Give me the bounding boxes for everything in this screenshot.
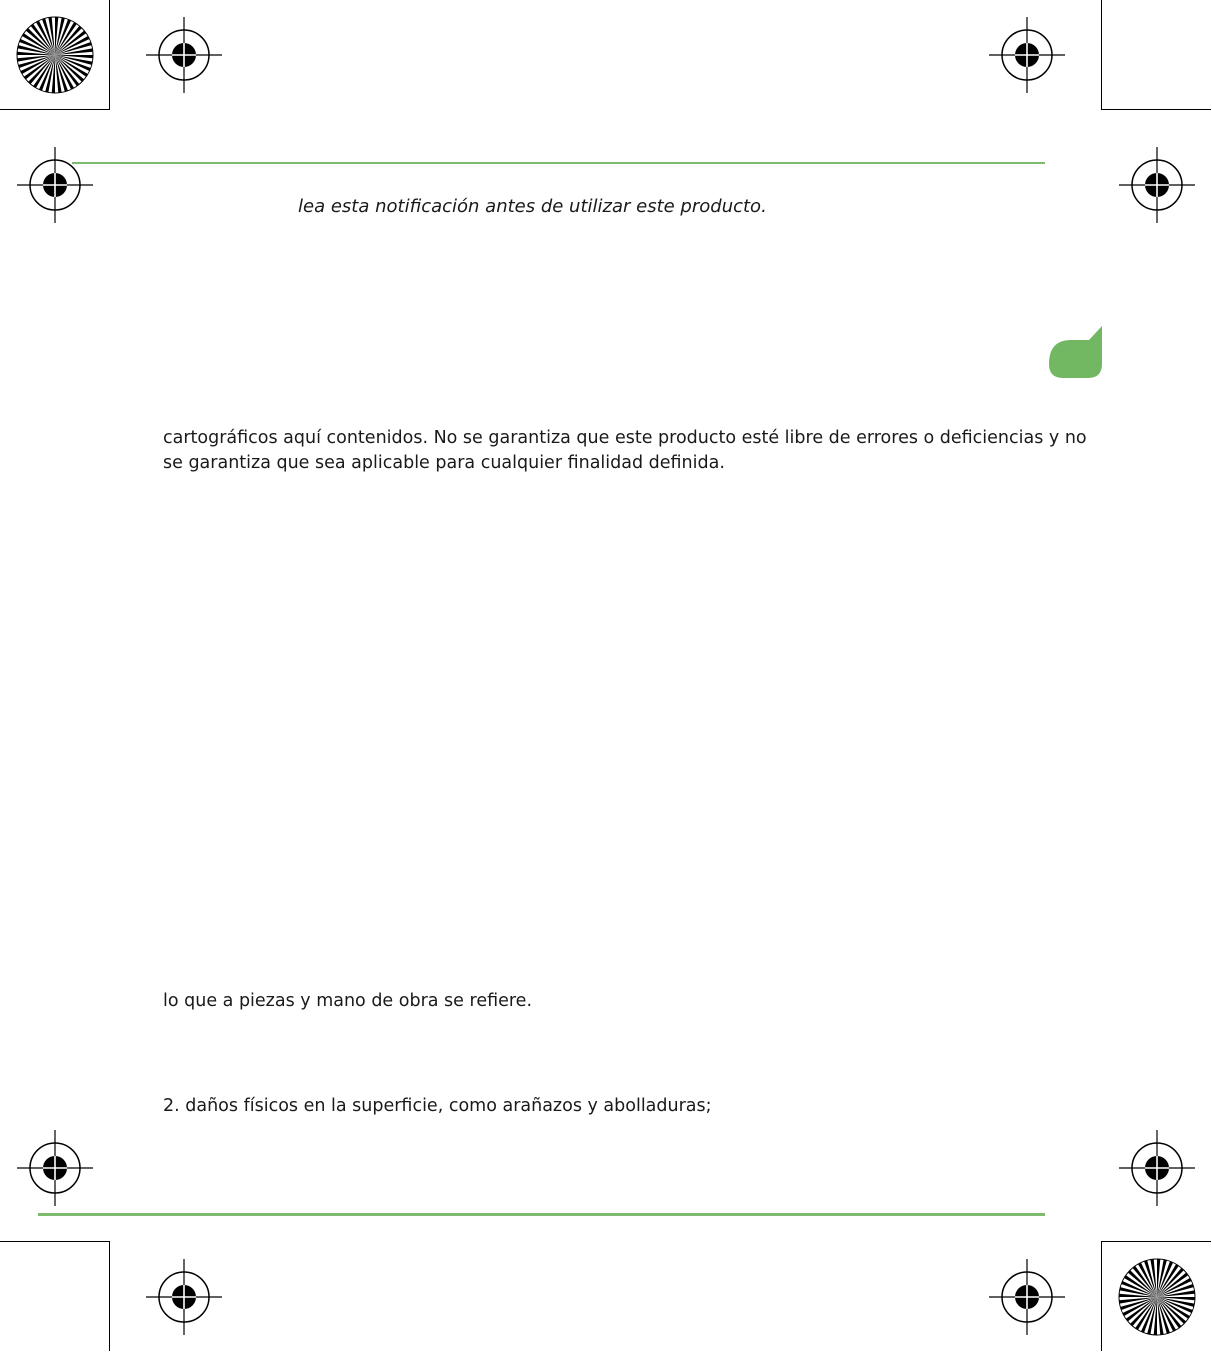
- registration-mark-icon: [989, 1259, 1065, 1335]
- crop-mark-bottom-left: [0, 1241, 110, 1351]
- disclaimer-paragraph: [163, 426, 1087, 476]
- registration-mark-icon: [17, 1130, 93, 1206]
- registration-mark-icon: [1119, 1130, 1195, 1206]
- starburst-target-icon: [15, 15, 95, 95]
- starburst-target-icon: [1117, 1257, 1197, 1337]
- paragraph-line: se garantiza que sea aplicable para cualquier finalidad definida.: [163, 453, 725, 473]
- section-tab-icon: [1049, 326, 1102, 378]
- header-rule: [72, 162, 1045, 164]
- crop-mark-top-right: [1101, 0, 1211, 110]
- warranty-paragraph: lo que a piezas y mano de obra se refiere.: [163, 991, 533, 1011]
- registration-mark-icon: [1119, 147, 1195, 223]
- notice-text: lea esta notificación antes de utilizar este producto.: [298, 196, 767, 217]
- registration-mark-icon: [17, 147, 93, 223]
- registration-mark-icon: [146, 17, 222, 93]
- registration-mark-icon: [989, 17, 1065, 93]
- paragraph-line: cartográficos aquí contenidos. No se garantiza que este producto esté libre de errores o deficiencias y no: [163, 428, 1087, 448]
- footer-rule: [38, 1213, 1045, 1216]
- exclusion-list-item: 2. daños físicos en la superficie, como arañazos y abolladuras;: [163, 1096, 712, 1116]
- registration-mark-icon: [146, 1259, 222, 1335]
